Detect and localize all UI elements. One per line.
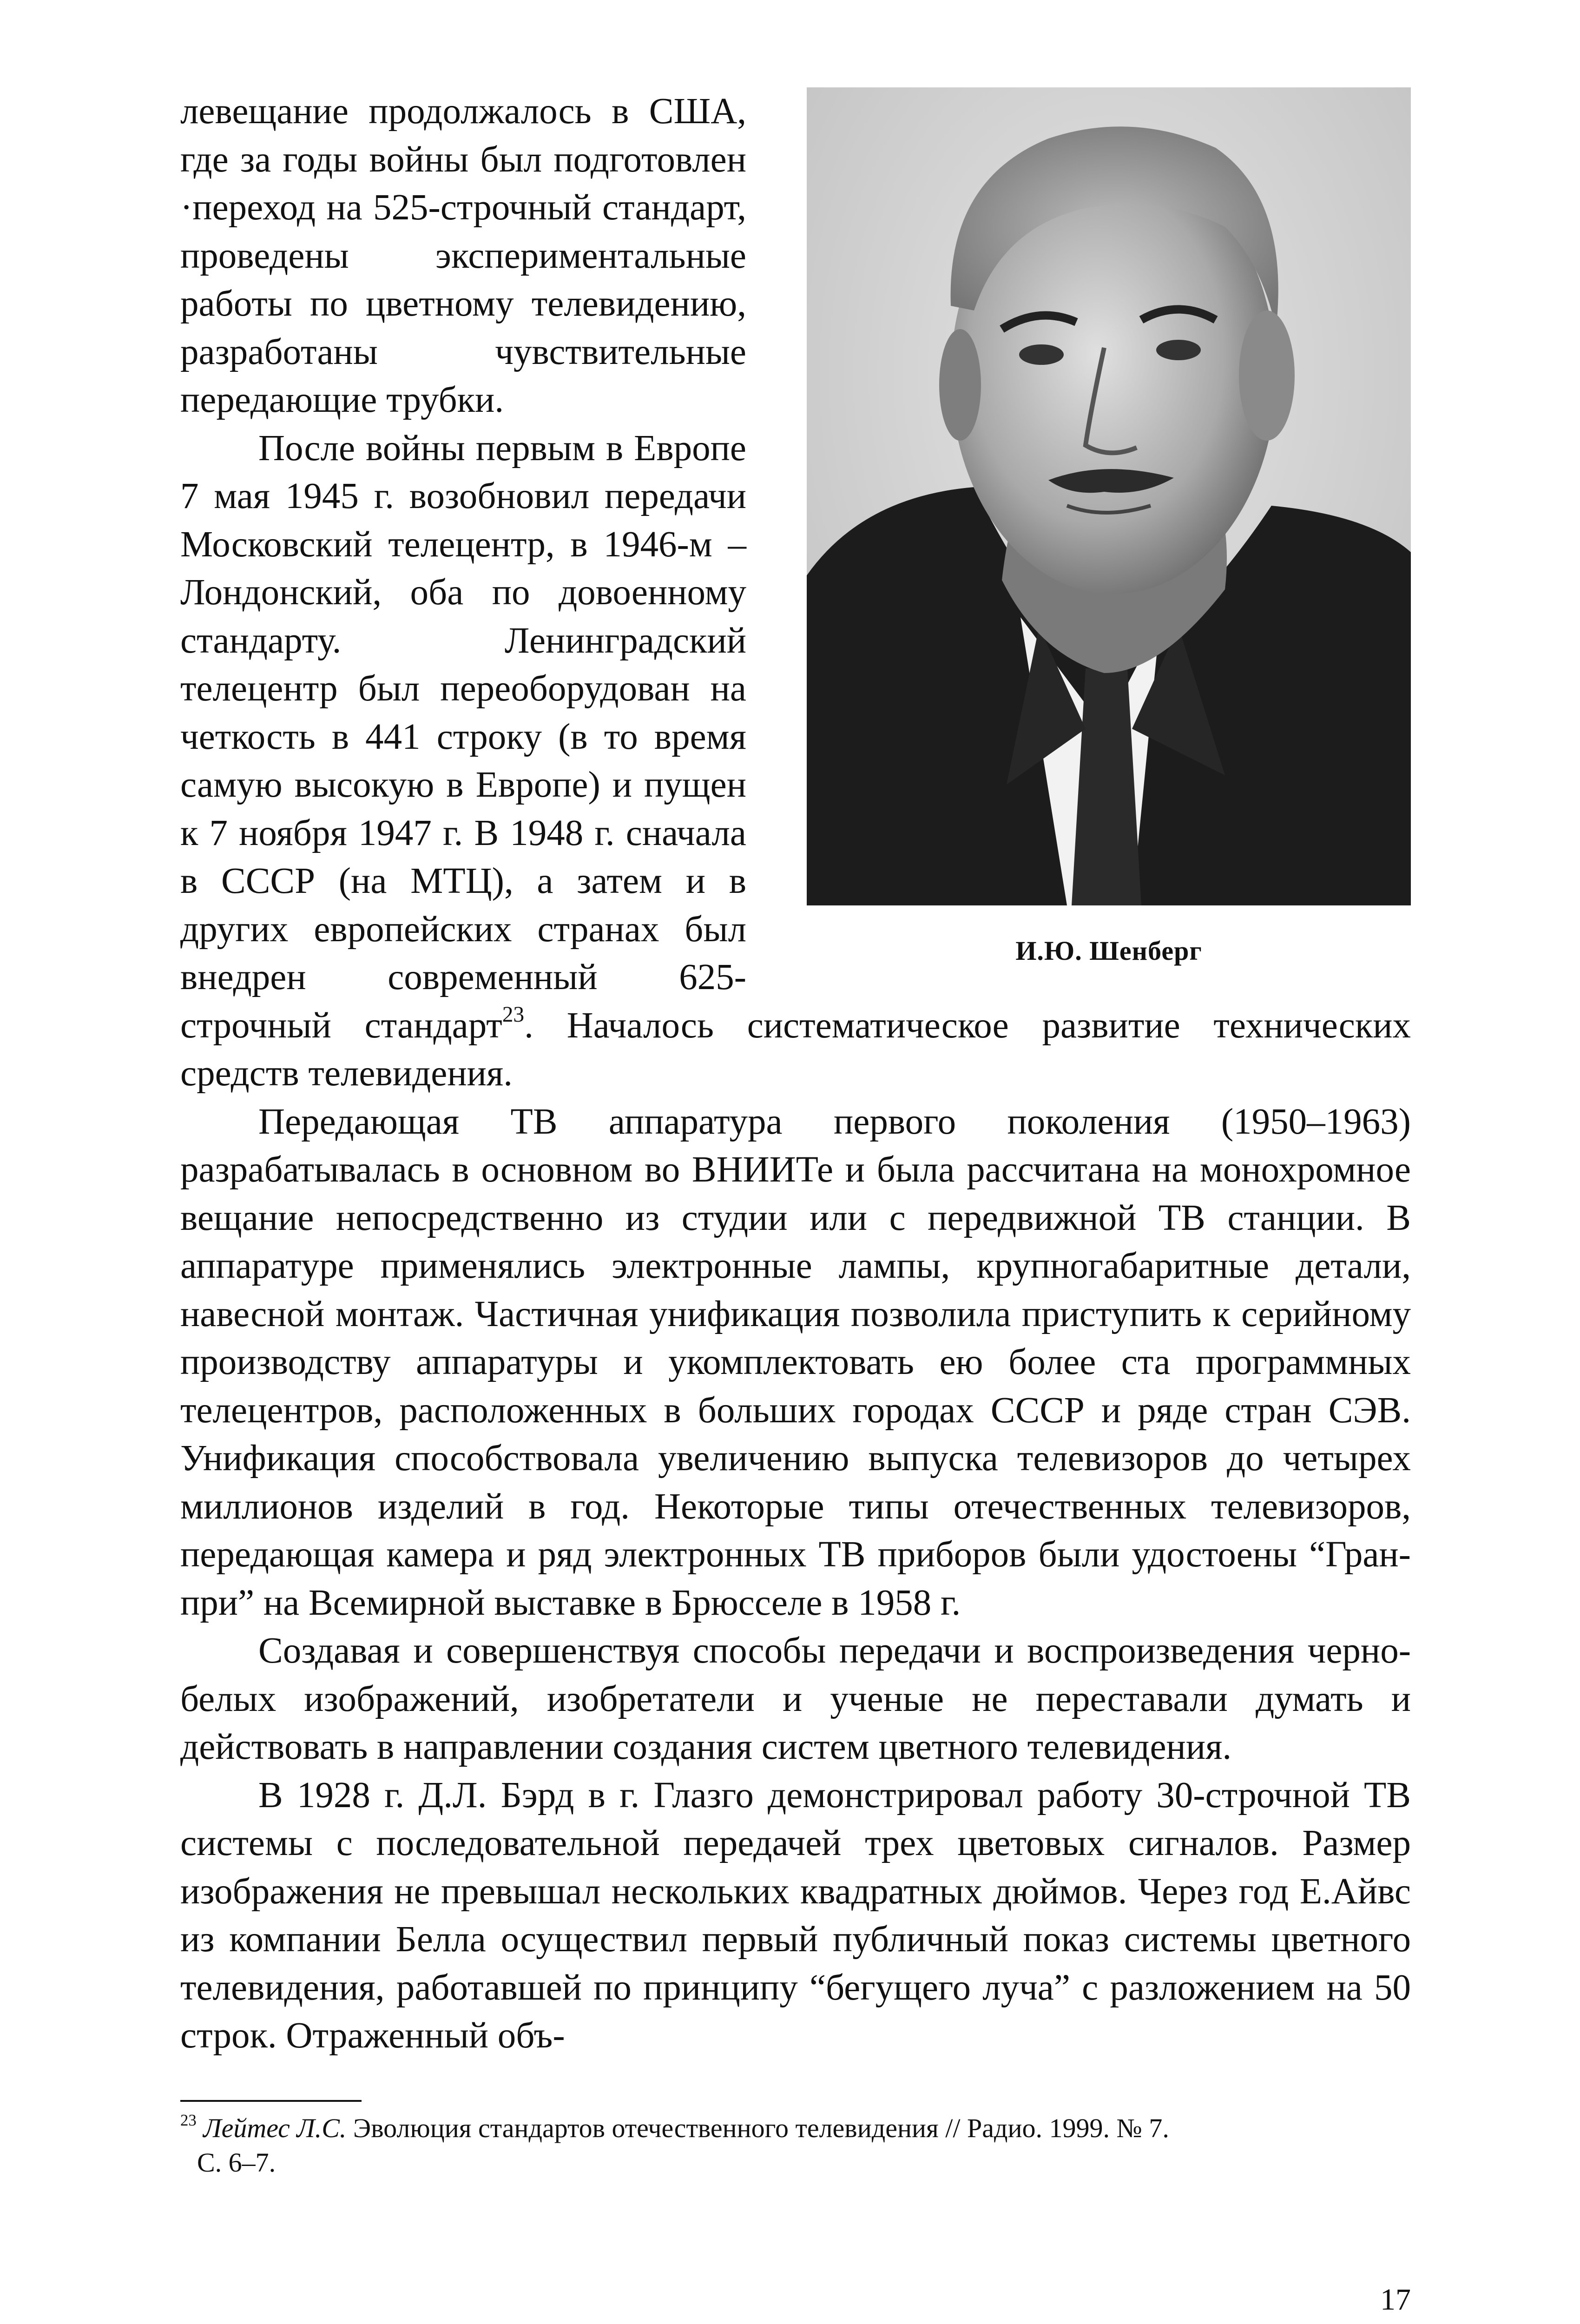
paragraph-5: В 1928 г. Д.Л. Бэрд в г. Глазго демонстрировал работу 30-строчной ТВ системы с последовательной передачей трех цветовых сигналов. Размер изображения не превышал нескольких квадратных дюймов. Через год Е.Айвс из компании Белла осуществил первый публичный показ системы цветного телевидения, работавшей по принципу “бегущего луча” с разложением на 50 строк. Отраженный объ-	[180, 1775, 1411, 2056]
footnote-text: Эволюция стандартов отечественного телевидения // Радио. 1999. № 7.	[353, 2113, 1169, 2143]
footnote-author: Лейтес Л.С.	[203, 2113, 347, 2143]
footnote-number: 23	[180, 2111, 197, 2129]
page-number: 17	[1380, 2283, 1411, 2317]
footnote-reference[interactable]: 23	[502, 1002, 525, 1027]
portrait-photo	[807, 87, 1411, 905]
paragraph-2-text: После войны первым в Европе 7 мая 1945 г. возобновил передачи Московский телецентр, в 1946-м – Лондонский, оба по довоенному стандарту. Ленинградский телецентр был переоборудован на четкость в 441 строку (в то время самую высокую в Европе) и пущен к 7 ноября 1947 г. В 1948 г. сначала в СССР (на МТЦ), а затем и в других европейских странах был внедрен современный 625-строчный стандарт	[180, 428, 746, 1046]
portrait-image	[807, 87, 1411, 905]
paragraph-1: левещание продолжалось в США, где за годы войны был подготовлен ·переход на 525-строчный стандарт, проведены экспериментальные работы по цветному телевидению, разработаны чувствительные передающие трубки.	[180, 91, 746, 420]
portrait-figure	[807, 87, 1411, 972]
footnote	[180, 2111, 1411, 2180]
paragraph-4: Создавая и совершенствуя способы передачи и воспроизведения черно-белых изображений, изобретатели и ученые не переставали думать и действовать в направлении создания систем цветного телевидения.	[180, 1631, 1411, 1767]
footnote-line-1	[180, 2111, 1411, 2146]
photo-caption: И.Ю. Шенберг	[1015, 936, 1202, 966]
footnote-line-2: С. 6–7.	[197, 2147, 276, 2178]
body-text	[180, 87, 1411, 2060]
paragraph-2-tail: . Началось систематическое развитие технических средств телевидения.	[180, 1005, 1411, 1094]
paragraph-3: Передающая ТВ аппаратура первого поколения (1950–1963) разрабатывалась в основном во ВНИИТе и была рассчитана на монохромное вещание непосредственно из студии или с передвижной ТВ станции. В аппаратуре применялись электронные лампы, крупногабаритные детали, навесной монтаж. Частичная унификация позволила приступить к серийному производству аппаратуры и укомплектовать ею более ста программных телецентров, расположенных в больших городах СССР и ряде стран СЭВ. Унификация способствовала увеличению выпуска телевизоров до четырех миллионов изделий в год. Некоторые типы отечественных телевизоров, передающая камера и ряд электронных ТВ приборов были удостоены “Гран-при” на Всемирной выставке в Брюсселе в 1958 г.	[180, 1101, 1411, 1623]
footnote-divider	[180, 2100, 362, 2102]
